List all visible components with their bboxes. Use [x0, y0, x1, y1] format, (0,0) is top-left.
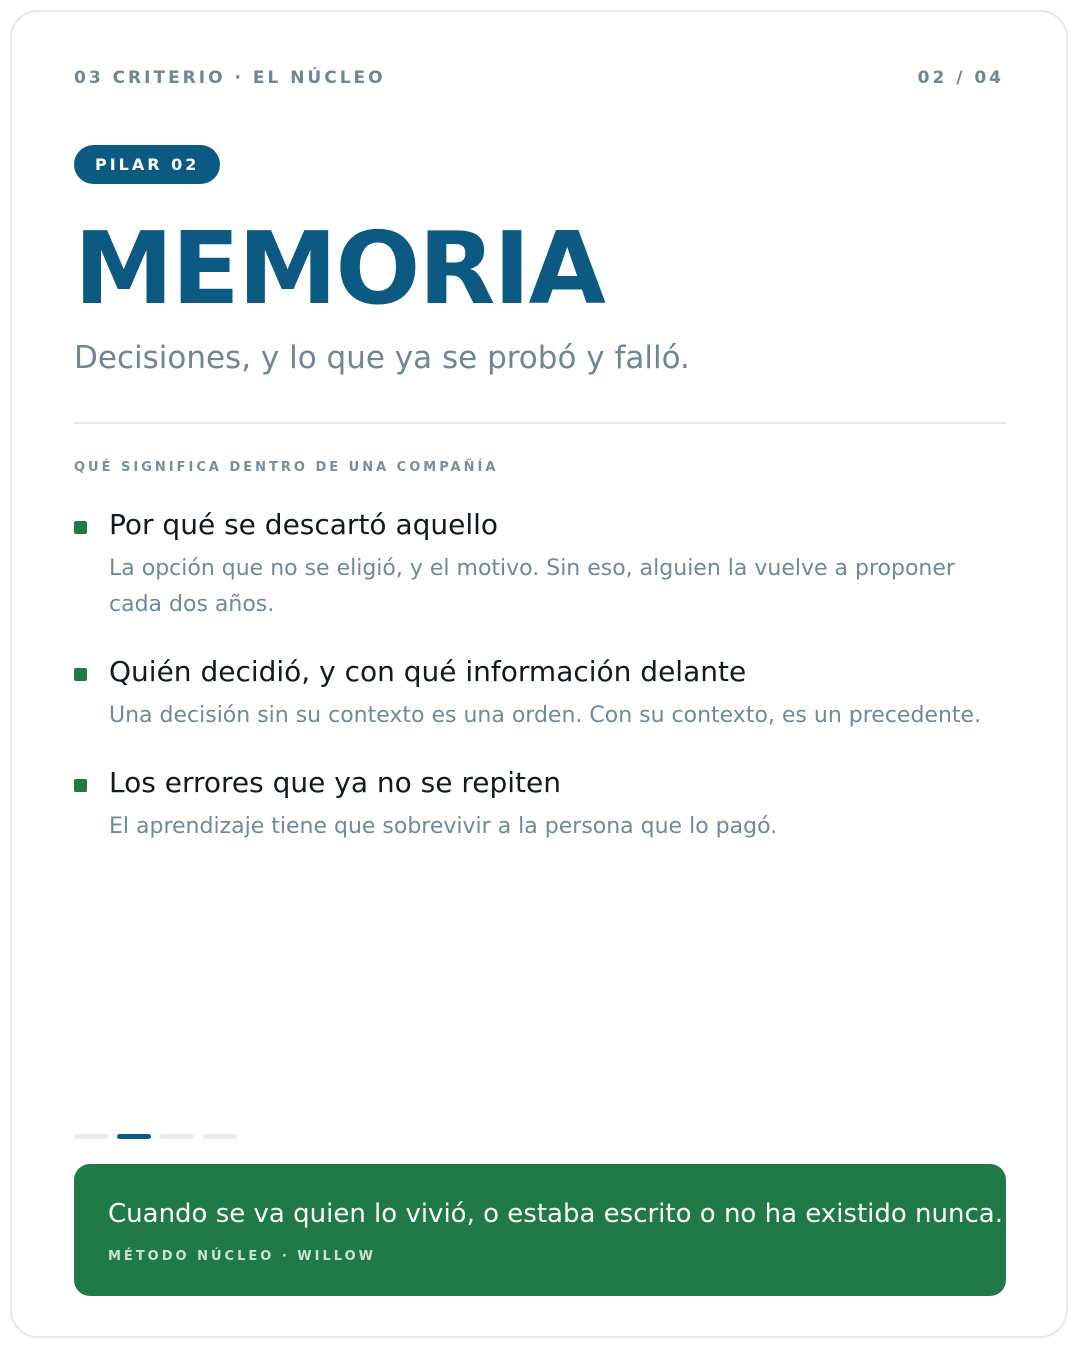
- page-counter: 02 / 04: [917, 68, 1004, 88]
- quote-banner: [74, 1164, 1006, 1296]
- banner-source: MÉTODO NÚCLEO · WILLOW: [108, 1249, 376, 1264]
- page-title: MEMORIA: [74, 210, 604, 327]
- pagination-dot-2[interactable]: [117, 1134, 151, 1139]
- list-item-title: Los errores que ya no se repiten: [109, 766, 562, 799]
- list-item-description: La opción que no se eligió, y el motivo. Sin eso, alguien la vuelve a proponer cada dos años.: [109, 556, 955, 617]
- pagination-indicator: [74, 1134, 237, 1139]
- list-item-title: Por qué se descartó aquello: [109, 508, 499, 541]
- banner-quote: Cuando se va quien lo vivió, o estaba escrito o no ha existido nunca.: [108, 1199, 1003, 1229]
- bullet-square-icon: [74, 521, 87, 534]
- page-subtitle: Decisiones, y lo que ya se probó y falló.: [74, 340, 690, 376]
- pagination-dot-1[interactable]: [74, 1134, 108, 1139]
- bullet-square-icon: [74, 668, 87, 681]
- pagination-dot-3[interactable]: [160, 1134, 194, 1139]
- section-breadcrumb: 03 CRITERIO · EL NÚCLEO: [74, 68, 386, 88]
- list-item-description: Una decisión sin su contexto es una orden. Con su contexto, es un precedente.: [109, 703, 982, 728]
- list-item-description: El aprendizaje tiene que sobrevivir a la persona que lo pagó.: [109, 814, 778, 839]
- section-label: QUÉ SIGNIFICA DENTRO DE UNA COMPAÑÍA: [74, 460, 499, 475]
- bullet-square-icon: [74, 779, 87, 792]
- pagination-dot-4[interactable]: [203, 1134, 237, 1139]
- list-item-title: Quién decidió, y con qué información delante: [109, 655, 747, 688]
- pillar-badge: PILAR 02: [74, 145, 220, 184]
- divider: [74, 422, 1006, 424]
